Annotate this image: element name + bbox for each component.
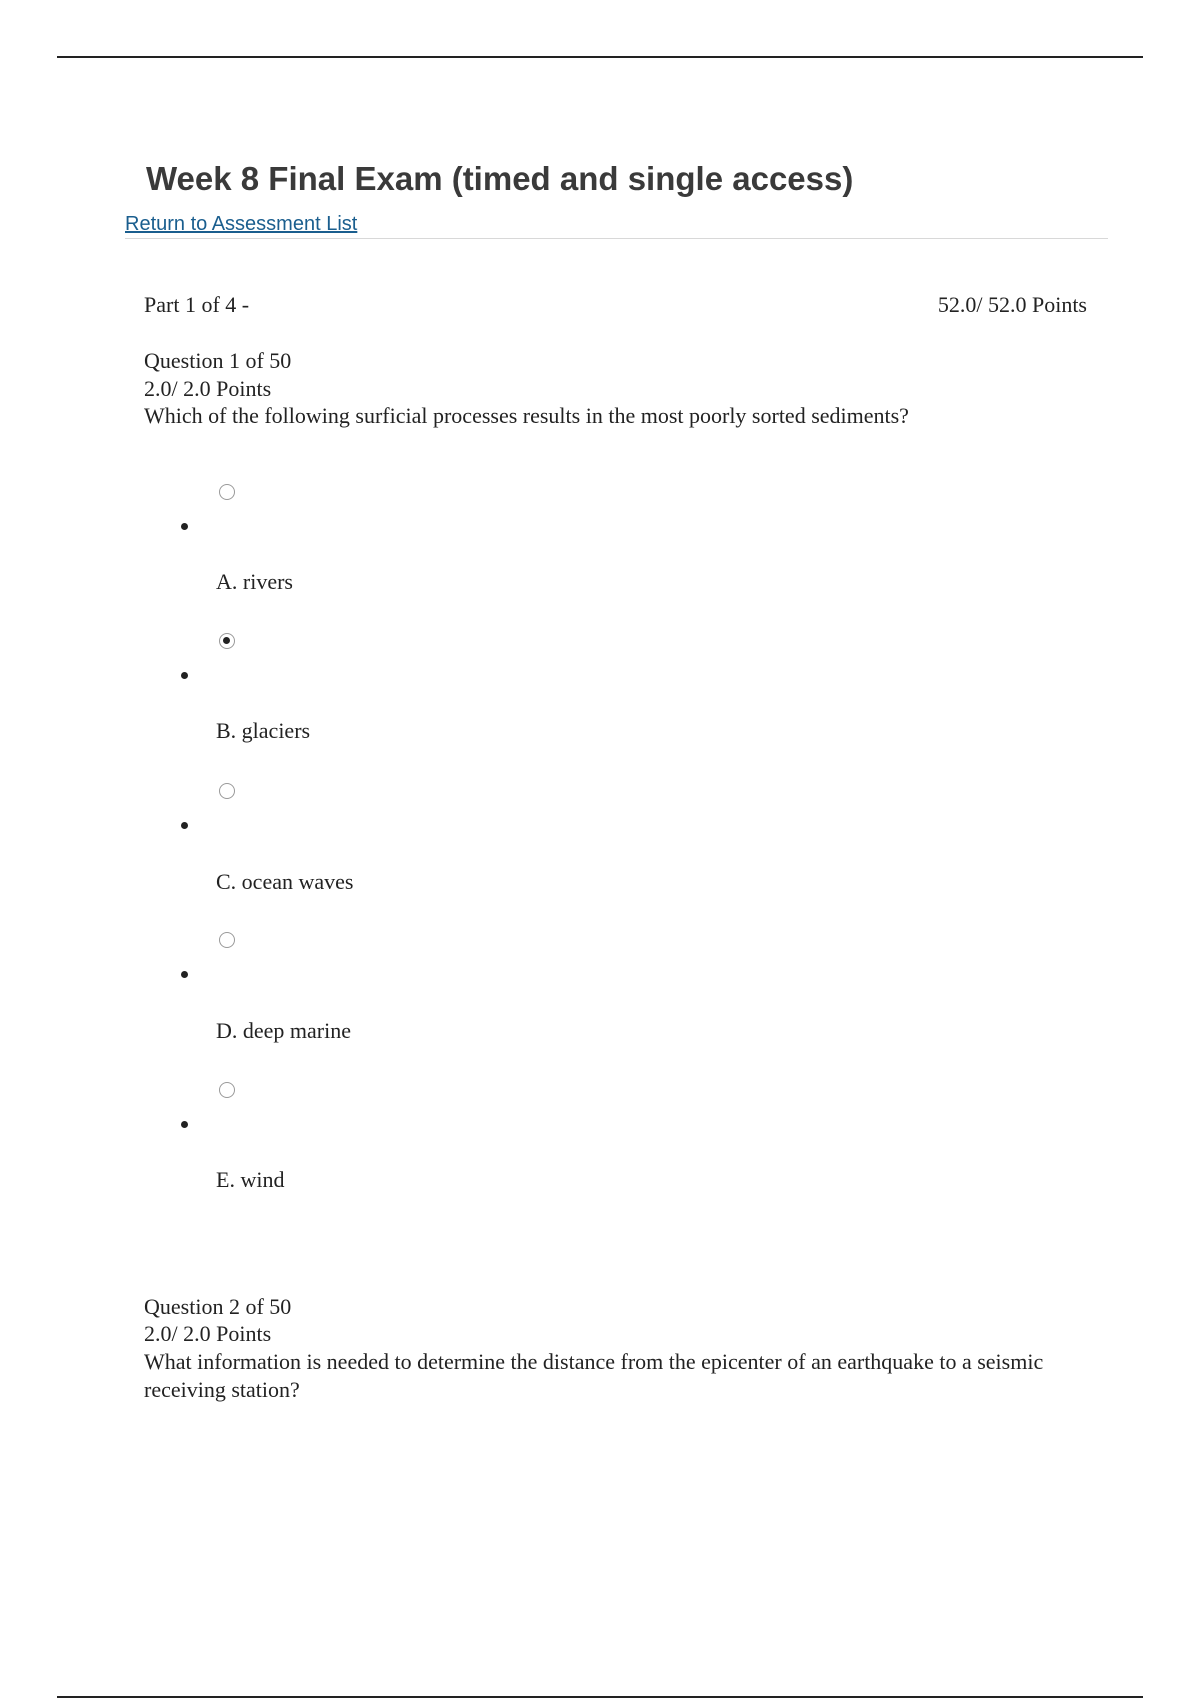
radio-button-c[interactable] xyxy=(219,783,235,799)
question-number: Question 1 of 50 xyxy=(144,348,292,373)
question-number: Question 2 of 50 xyxy=(144,1294,292,1319)
question-points: 2.0/ 2.0 Points xyxy=(144,376,272,401)
radio-button-b[interactable] xyxy=(219,633,235,649)
option-label-d: D. deep marine xyxy=(216,1018,351,1043)
option-label-b: B. glaciers xyxy=(216,718,311,743)
list-bullet xyxy=(181,971,188,978)
list-bullet xyxy=(181,1121,188,1128)
list-bullet xyxy=(181,672,188,679)
page-title: Week 8 Final Exam (timed and single access) xyxy=(146,160,854,197)
option-label-a: A. rivers xyxy=(216,569,293,594)
radio-button-d[interactable] xyxy=(219,932,235,948)
option-label-e: E. wind xyxy=(216,1167,285,1192)
question-points: 2.0/ 2.0 Points xyxy=(144,1321,272,1346)
part-label: Part 1 of 4 - xyxy=(144,292,250,317)
question-text: Which of the following surficial processes results in the most poorly sorted sediments? xyxy=(144,403,909,428)
top-rule xyxy=(57,56,1143,58)
option-label-c: C. ocean waves xyxy=(216,869,354,894)
radio-button-a[interactable] xyxy=(219,484,235,500)
title-divider xyxy=(125,238,1108,239)
part-points: 52.0/ 52.0 Points xyxy=(937,292,1087,317)
radio-button-e[interactable] xyxy=(219,1082,235,1098)
list-bullet xyxy=(181,822,188,829)
return-to-assessment-list-link[interactable]: Return to Assessment List xyxy=(125,213,358,235)
question-text: What information is needed to determine the distance from the epicenter of an earthquake to a seismic receiving station? xyxy=(144,1349,1044,1402)
list-bullet xyxy=(181,523,188,530)
bottom-rule xyxy=(57,1696,1143,1698)
